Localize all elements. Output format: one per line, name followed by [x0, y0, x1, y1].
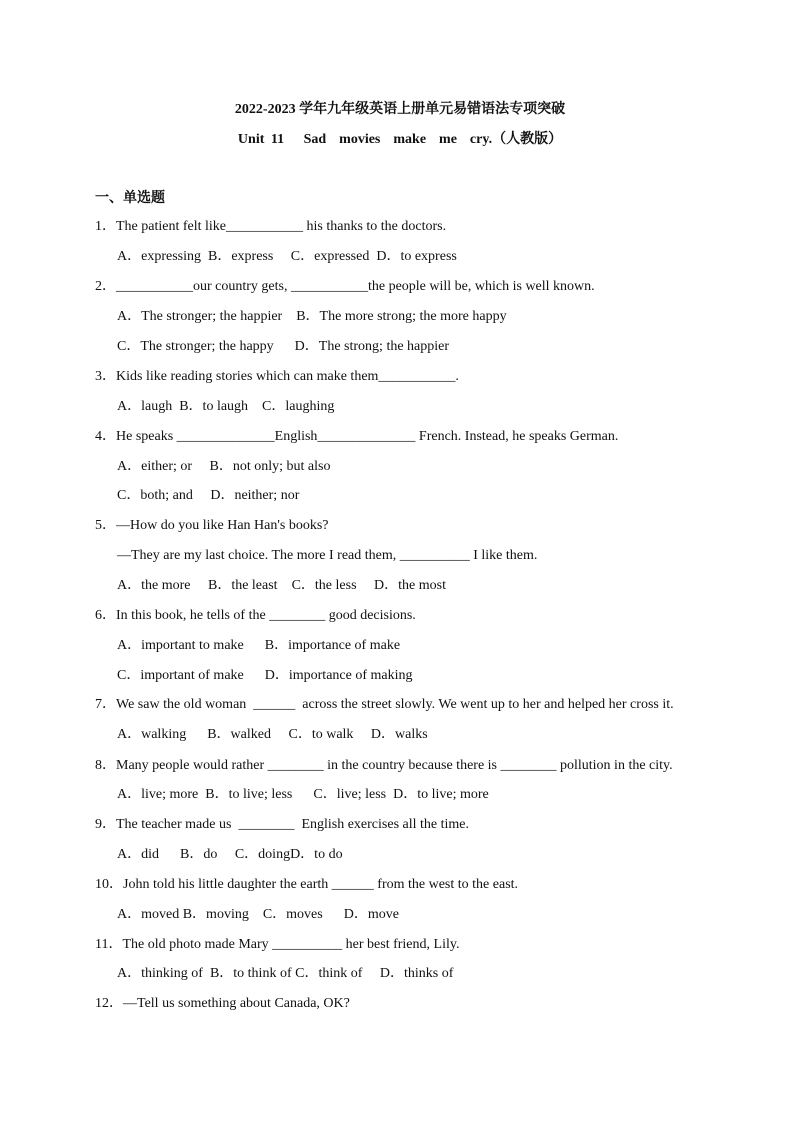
- question-2-stem: 2．___________our country gets, ___________the people will be, which is well known.: [95, 279, 595, 294]
- question-3-stem: 3．Kids like reading stories which can make them___________.: [95, 369, 459, 384]
- section-heading: 一、单选题: [95, 191, 165, 206]
- question-1-stem: 1．The patient felt like___________ his thanks to the doctors.: [95, 219, 447, 234]
- question-6-options-row2: C．important of make D．importance of making: [117, 668, 413, 683]
- question-9-stem: 9．The teacher made us ________ English exercises all the time.: [95, 817, 470, 832]
- question-12-stem: 12．—Tell us something about Canada, OK?: [95, 996, 350, 1011]
- question-8-options: A．live; more B．to live; less C．live; less D．to live; more: [117, 787, 489, 802]
- question-3-options: A．laugh B．to laugh C．laughing: [117, 399, 335, 414]
- question-2-options-row2: C．The stronger; the happy D．The strong; the happier: [117, 339, 450, 354]
- question-4-stem: 4．He speaks ______________English______________ French. Instead, he speaks German.: [95, 429, 619, 444]
- question-6-options-row1: A．important to make B．importance of make: [117, 638, 401, 653]
- question-6-stem: 6．In this book, he tells of the ________ good decisions.: [95, 608, 416, 623]
- question-2-options-row1: A．The stronger; the happier B．The more strong; the more happy: [117, 309, 507, 324]
- document-title: 2022-2023 学年九年级英语上册单元易错语法专项突破: [234, 102, 566, 117]
- question-7-stem: 7．We saw the old woman ______ across the street slowly. We went up to her and helped her cross it.: [95, 697, 674, 712]
- question-10-stem: 10．John told his little daughter the earth ______ from the west to the east.: [95, 877, 519, 892]
- question-1-options: A．expressing B．express C．expressed D．to express: [117, 249, 457, 264]
- document-subtitle: Unit 11 Sad movies make me cry.（人教版）: [237, 132, 563, 147]
- question-9-options: A．did B．do C．doingD．to do: [117, 847, 343, 862]
- question-5-options: A．the more B．the least C．the less D．the most: [117, 578, 446, 593]
- question-11-options: A．thinking of B．to think of C．think of D．thinks of: [117, 966, 454, 981]
- question-5-stem: 5．—How do you like Han Han's books?: [95, 518, 329, 533]
- question-5-stem-line2: —They are my last choice. The more I read them, __________ I like them.: [117, 548, 538, 563]
- question-8-stem: 8．Many people would rather ________ in the country because there is ________ pollution in the city.: [95, 758, 673, 773]
- question-10-options: A．moved B．moving C．moves D．move: [117, 907, 399, 922]
- question-7-options: A．walking B．walked C．to walk D．walks: [117, 727, 428, 742]
- question-4-options-row1: A．either; or B．not only; but also: [117, 459, 331, 474]
- question-11-stem: 11．The old photo made Mary __________ her best friend, Lily.: [95, 937, 460, 952]
- question-4-options-row2: C．both; and D．neither; nor: [117, 488, 300, 503]
